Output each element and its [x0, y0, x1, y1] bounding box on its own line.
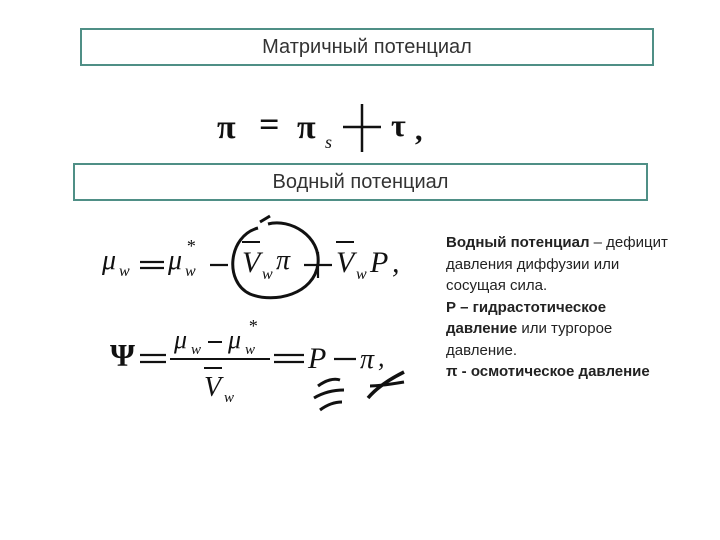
handwritten-marks	[300, 368, 420, 418]
formula1-tau: τ	[391, 107, 406, 143]
formula1-comma: ,	[415, 114, 423, 147]
formula3-p: P	[308, 342, 327, 375]
formula2-v2-sub: w	[356, 266, 367, 283]
water-potential-description	[446, 232, 676, 383]
formula1-equals: =	[259, 104, 280, 144]
formula3-mu2: μ	[228, 325, 242, 354]
desc-hydrostatic-bold: Р – гидрастотическое давление	[446, 298, 607, 337]
formula2-v2: V	[336, 246, 355, 279]
formula2-mu: μ	[102, 245, 117, 276]
mark-stroke-1	[318, 379, 340, 386]
formula2-v1: V	[242, 246, 261, 279]
formula1-pi-s: π	[297, 109, 316, 146]
formula2-mu-star-sub: w	[185, 263, 196, 280]
mark-stroke-2	[314, 390, 344, 398]
formula2-p: P	[370, 246, 389, 279]
water-potential-title-text: Водный потенциал	[272, 170, 449, 193]
formula3-v: V	[204, 372, 222, 403]
formula3-mu1: μ	[174, 325, 188, 354]
desc-water-potential-rest: – дефицит давления диффузии или сосущая сила.	[446, 234, 668, 294]
water-potential-title	[73, 163, 648, 201]
water-potential-formula	[100, 212, 420, 302]
formula1-lhs: π	[217, 109, 236, 146]
formula2-comma: ,	[392, 246, 400, 279]
matrix-potential-title-text: Матричный потенциал	[262, 35, 472, 58]
desc-water-potential-bold: Водный потенциал	[446, 234, 590, 251]
formula3-star: *	[248, 316, 257, 336]
formula3-comma: ,	[378, 343, 385, 372]
desc-osmotic-bold: π - осмотическое давление	[446, 363, 650, 380]
matrix-potential-formula	[215, 100, 455, 156]
matrix-potential-title	[80, 28, 654, 66]
formula2-v1-sub: w	[262, 266, 273, 283]
formula2-star: *	[186, 236, 195, 256]
mark-stroke-3	[320, 402, 342, 410]
formula3-mu1-sub: w	[191, 342, 202, 358]
desc-hydrostatic-rest: или тургорое давление.	[446, 320, 613, 359]
formula1-sub-s: s	[325, 132, 333, 152]
formula2-mu-star: μ	[168, 245, 183, 276]
formula3-pi: π	[360, 344, 375, 375]
formula3-psi: Ψ	[110, 337, 135, 373]
formula2-pi: π	[276, 245, 291, 276]
formula2-mu-sub: w	[119, 263, 130, 280]
formula3-v-sub: w	[224, 390, 235, 406]
formula3-mu2-sub: w	[245, 342, 256, 358]
